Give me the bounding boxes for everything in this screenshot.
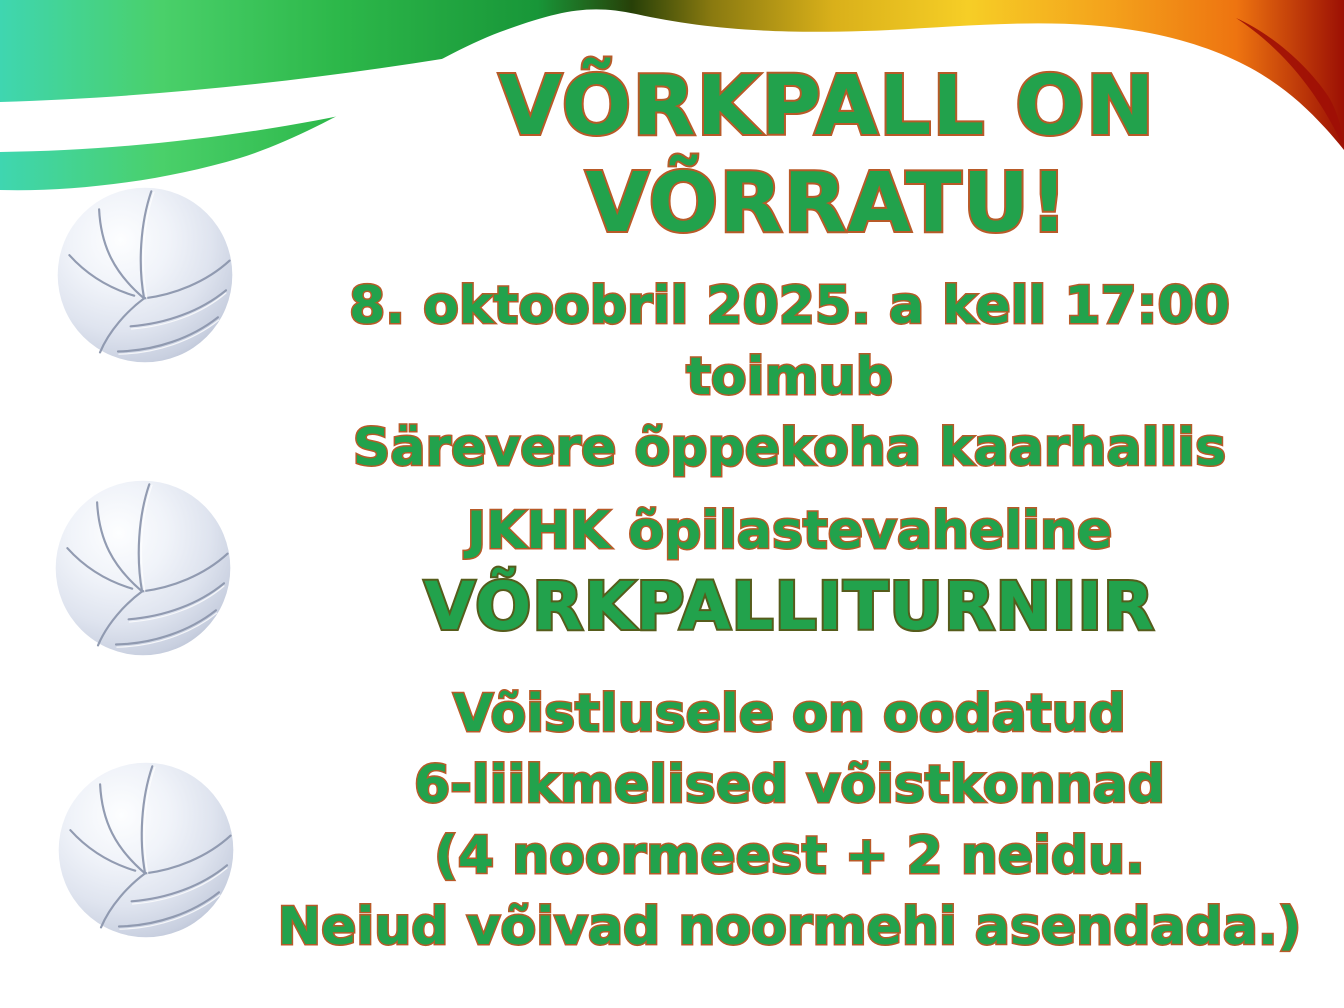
details-block xyxy=(235,679,1344,963)
date-time-line: 8. oktoobril 2025. a kell 17:00 xyxy=(349,276,1230,336)
details-line3: (4 noormeest + 2 neidu. xyxy=(434,826,1145,886)
poster-title-line2: VÕRRATU! xyxy=(585,156,1069,251)
toimub-line: toimub xyxy=(686,347,893,407)
volleyball-icon xyxy=(55,185,235,365)
poster-title xyxy=(310,58,1344,252)
when-where-block xyxy=(235,271,1344,484)
event-name-line: VÕRKPALLITURNIIR xyxy=(424,568,1155,645)
volleyball-icon xyxy=(53,478,233,658)
volleyball-icon xyxy=(56,760,236,940)
details-line2: 6-liikmelised võistkonnad xyxy=(414,755,1165,815)
venue-line: Särevere õppekoha kaarhallis xyxy=(352,418,1227,478)
event-block xyxy=(235,496,1344,646)
details-line4: Neiud võivad noormehi asendada.) xyxy=(277,897,1302,957)
event-intro-line: JKHK õpilastevaheline xyxy=(466,501,1113,561)
details-line1: Võistlusele on oodatud xyxy=(453,684,1126,744)
poster-body xyxy=(235,271,1344,963)
poster-title-line1: VÕRKPALL ON xyxy=(498,59,1156,154)
